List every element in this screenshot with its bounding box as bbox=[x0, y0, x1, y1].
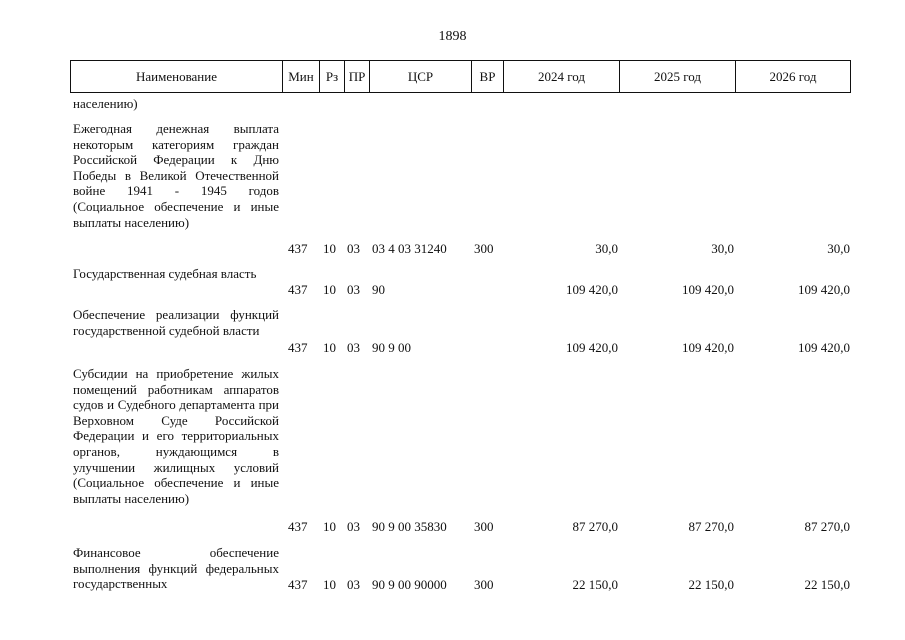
cell-csr: 90 9 00 35830 bbox=[372, 519, 447, 534]
cell-pr: 03 bbox=[347, 340, 360, 355]
cell-2026: 22 150,0 bbox=[804, 577, 850, 592]
cell-2025: 22 150,0 bbox=[688, 577, 734, 592]
page-number: 1898 bbox=[438, 29, 467, 44]
cell-2024: 87 270,0 bbox=[572, 519, 618, 534]
cell-2026: 87 270,0 bbox=[804, 519, 850, 534]
cell-rz: 10 bbox=[323, 282, 336, 297]
cell-min: 437 bbox=[288, 519, 308, 534]
row-name: Государственная судебная власть bbox=[73, 266, 257, 281]
cell-csr: 90 9 00 90000 bbox=[372, 577, 447, 592]
table-header bbox=[70, 60, 851, 93]
row-name: Ежегодная денежная выплата некоторым категориям граждан Российской Федерации к Дню Победы в Великой Отечественной войне 1941 - 1945 годов (Социальное обеспечение и иные выплаты населению) bbox=[73, 121, 279, 230]
cell-min: 437 bbox=[288, 241, 308, 256]
cell-min: 437 bbox=[288, 282, 308, 297]
cell-pr: 03 bbox=[347, 241, 360, 256]
cell-csr: 03 4 03 31240 bbox=[372, 241, 447, 256]
header-rz: Рз bbox=[320, 61, 345, 92]
cell-2026: 109 420,0 bbox=[798, 282, 850, 297]
cell-pr: 03 bbox=[347, 282, 360, 297]
cell-rz: 10 bbox=[323, 340, 336, 355]
cell-2025: 109 420,0 bbox=[682, 340, 734, 355]
header-2025: 2025 год bbox=[620, 61, 736, 92]
cell-2024: 22 150,0 bbox=[572, 577, 618, 592]
cell-csr: 90 bbox=[372, 282, 385, 297]
cell-vr: 300 bbox=[474, 241, 494, 256]
cell-2026: 30,0 bbox=[827, 241, 850, 256]
cell-pr: 03 bbox=[347, 577, 360, 592]
header-pr: ПР bbox=[345, 61, 370, 92]
cell-csr: 90 9 00 bbox=[372, 340, 411, 355]
cell-2025: 30,0 bbox=[711, 241, 734, 256]
cell-vr: 300 bbox=[474, 577, 494, 592]
row-name: Финансовое обеспечение выполнения функций федеральных государственных bbox=[73, 545, 279, 592]
header-name: Наименование bbox=[71, 61, 283, 92]
row-name: Субсидии на приобретение жилых помещений работникам аппаратов судов и Судебного департамента при Верховном Суде Российской Федерации и его территориальных органов, нуждающимся в улучшении жилищных условий (Социальное обеспечение и иные выплаты населению) bbox=[73, 366, 279, 506]
header-2026: 2026 год bbox=[769, 69, 817, 84]
cell-2025: 109 420,0 bbox=[682, 282, 734, 297]
header-2024: 2024 год bbox=[504, 61, 620, 92]
header-min: Мин bbox=[283, 61, 320, 92]
cell-2025: 87 270,0 bbox=[688, 519, 734, 534]
header-vr: ВР bbox=[472, 61, 504, 92]
cell-2026: 109 420,0 bbox=[798, 340, 850, 355]
cell-2024: 109 420,0 bbox=[566, 282, 618, 297]
header-csr: ЦСР bbox=[370, 61, 472, 92]
cell-rz: 10 bbox=[323, 241, 336, 256]
cell-vr: 300 bbox=[474, 519, 494, 534]
cell-rz: 10 bbox=[323, 577, 336, 592]
cell-pr: 03 bbox=[347, 519, 360, 534]
cell-min: 437 bbox=[288, 577, 308, 592]
cell-rz: 10 bbox=[323, 519, 336, 534]
cell-2024: 109 420,0 bbox=[566, 340, 618, 355]
cell-2024: 30,0 bbox=[595, 241, 618, 256]
cell-min: 437 bbox=[288, 340, 308, 355]
row-name: населению) bbox=[73, 96, 138, 111]
row-name: Обеспечение реализации функций государственной судебной власти bbox=[73, 307, 279, 338]
